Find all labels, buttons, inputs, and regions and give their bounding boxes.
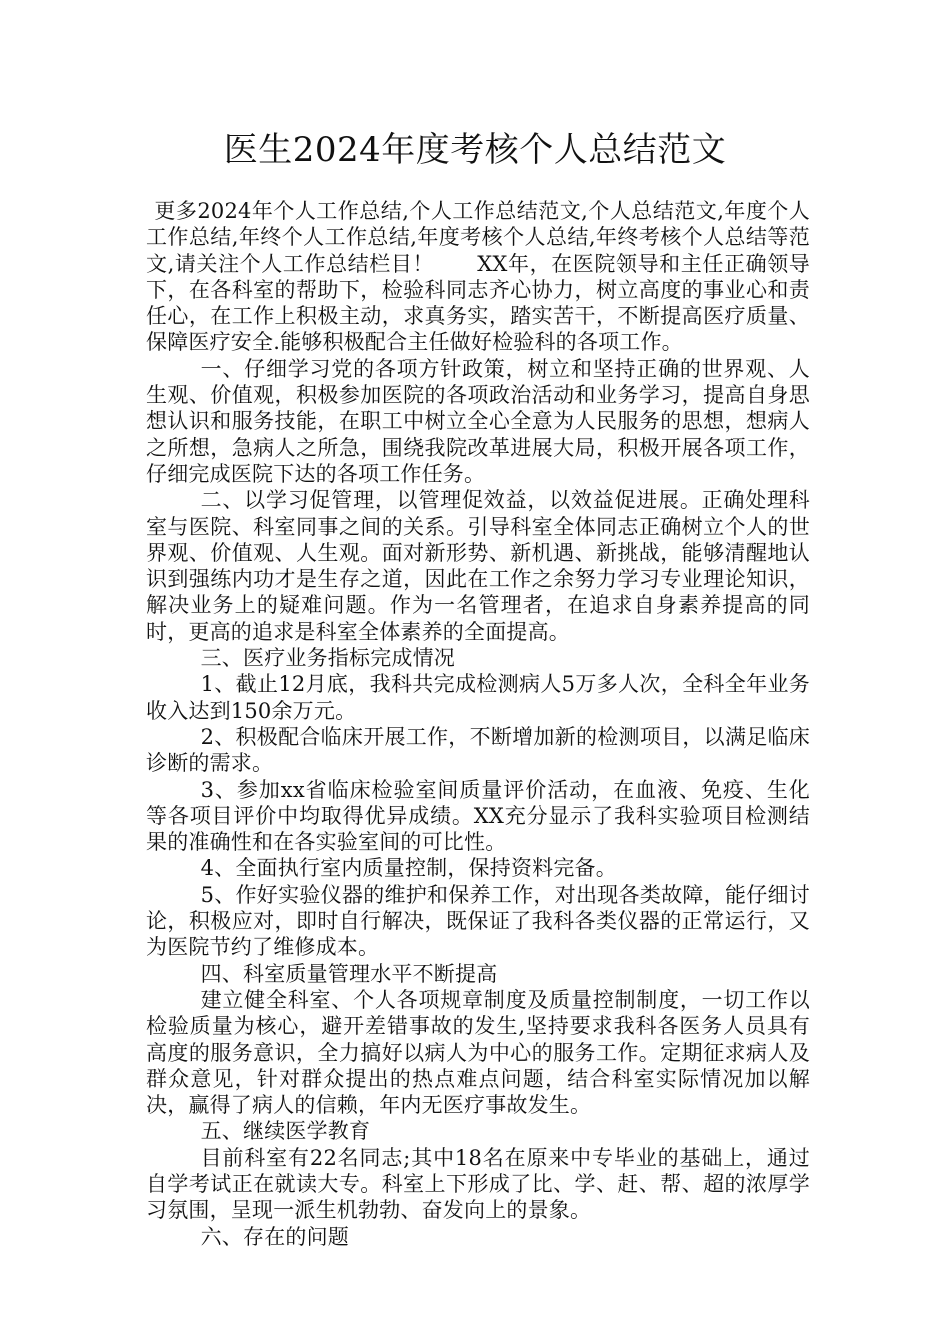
list-item-3: 3、参加xx省临床检验室间质量评价活动，在血液、免疫、生化等各项目评价中均取得优异成绩。XX充分显示了我科实验项目检测结果的准确性和在各实验室间的可比性。 bbox=[146, 777, 810, 855]
paragraph-section-2: 二、以学习促管理，以管理促效益，以效益促进展。正确处理科室与医院、科室同事之间的关系。引导科室全体同志正确树立个人的世界观、价值观、人生观。面对新形势、新机遇、新挑战，能够清醒地认识到强练内功才是生存之道，因此在工作之余努力学习专业理论知识，解决业务上的疑难问题。作为一名管理者，在追求自身素养提高的同时，更高的追求是科室全体素养的全面提高。 bbox=[146, 488, 810, 644]
section-heading-4: 四、科室质量管理水平不断提高 bbox=[200, 961, 498, 986]
list-item-1: 1、截止12月底，我科共完成检测病人5万多人次，全科全年业务收入达到150余万元。 bbox=[146, 672, 810, 723]
section-heading-6: 六、存在的问题 bbox=[200, 1224, 349, 1249]
document-body bbox=[146, 198, 810, 1250]
paragraph-section-4: 建立健全科室、个人各项规章制度及质量控制制度，一切工作以检验质量为核心，避开差错事故的发生,坚持要求我科各医务人员具有高度的服务意识，全力搞好以病人为中心的服务工作。定期征求病人及群众意见，针对群众提出的热点难点问题，结合科室实际情况加以解决，赢得了病人的信赖，年内无医疗事故发生。 bbox=[146, 987, 810, 1118]
list-item-2: 2、积极配合临床开展工作，不断增加新的检测项目，以满足临床诊断的需求。 bbox=[146, 724, 810, 776]
section-heading-3: 三、医疗业务指标完成情况 bbox=[200, 646, 455, 671]
document-title: 医生2024年度考核个人总结范文 bbox=[223, 130, 727, 170]
paragraph-section-5: 目前科室有22名同志;其中18名在原来中专毕业的基础上，通过自学考试正在就读大专。科室上下形成了比、学、赶、帮、超的浓厚学习氛围，呈现一派生机勃勃、奋发向上的景象。 bbox=[146, 1145, 810, 1223]
paragraph-intro: 更多2024年个人工作总结,个人工作总结范文,个人总结范文,年度个人工作总结,年终个人工作总结,年度考核个人总结,年终考核个人总结等范文,请关注个人工作总结栏目！ XX年，在医院领导和主任正确领导下，在各科室的帮助下，检验科同志齐心协力，树立高度的事业心和责任心，在工作上积极主动，求真务实，踏实苦干，不断提高医疗质量、保障医疗安全.能够积极配合主任做好检验科的各项工作。 bbox=[146, 199, 810, 355]
section-heading-5: 五、继续医学教育 bbox=[200, 1119, 371, 1144]
list-item-4: 4、全面执行室内质量控制，保持资料完备。 bbox=[200, 856, 617, 881]
paragraph-section-1: 一、仔细学习党的各项方针政策，树立和坚持正确的世界观、人生观、价值观，积极参加医院的各项政治活动和业务学习，提高自身思想认识和服务技能，在职工中树立全心全意为人民服务的思想，想病人之所想，急病人之所急，围绕我院改革进展大局，积极开展各项工作，仔细完成医院下达的各项工作任务。 bbox=[146, 356, 810, 486]
list-item-5: 5、作好实验仪器的维护和保养工作，对出现各类故障，能仔细讨论，积极应对，即时自行解决，既保证了我科各类仪器的正常运行，又为医院节约了维修成本。 bbox=[146, 882, 810, 960]
